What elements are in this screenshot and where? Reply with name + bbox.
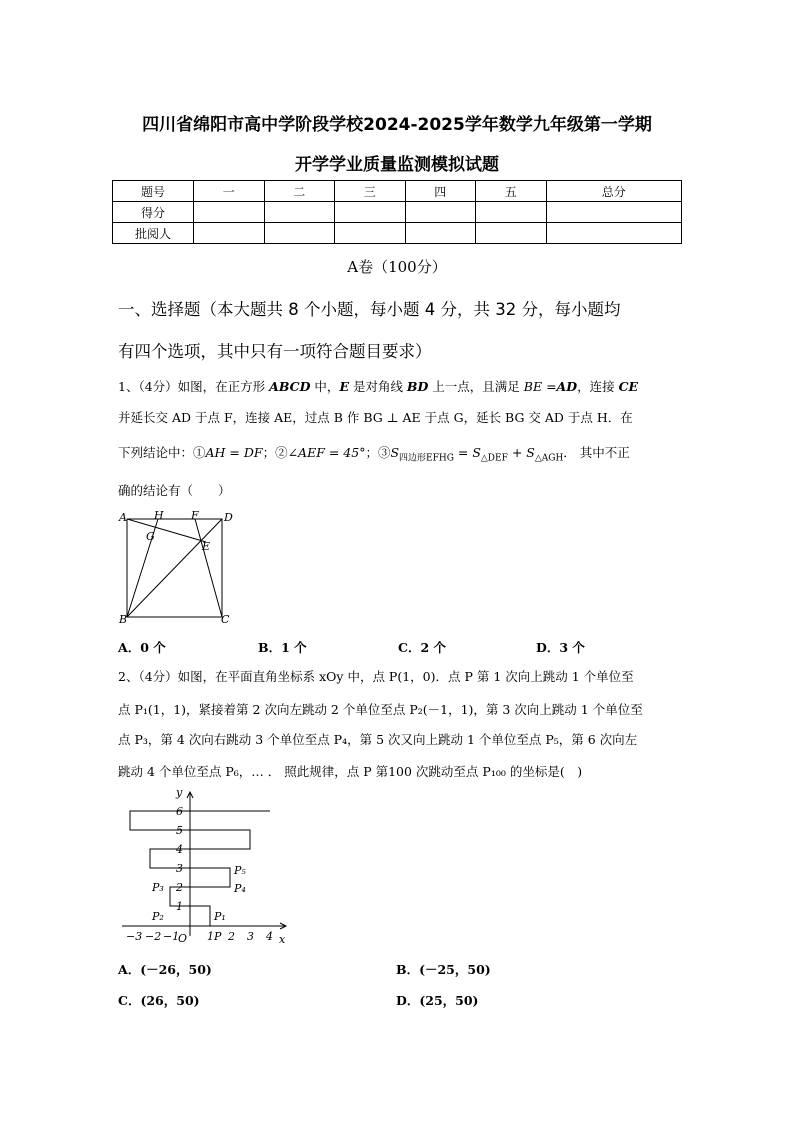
section-1-heading-cont: 有四个选项，其中只有一项符合题目要求） (118, 342, 432, 361)
q1-line-1 (118, 377, 638, 395)
table-cell: 总分 (546, 181, 682, 202)
text: ． 其中不正 (563, 445, 630, 460)
x-tick: −3 (126, 930, 143, 943)
table-cell: 五 (476, 181, 547, 202)
table-cell: 三 (335, 181, 406, 202)
y-tick: 2 (176, 881, 183, 894)
y-tick: 1 (176, 900, 183, 913)
table-cell (335, 202, 406, 223)
q1-line-3 (118, 443, 630, 464)
q1-line-4: 确的结论有（ ） (118, 483, 231, 498)
text: 上一点，且满足 (428, 379, 524, 394)
text: = (542, 379, 557, 394)
text: ；② (262, 445, 288, 460)
table-cell (264, 202, 335, 223)
q2-coordinate-graph (116, 786, 296, 948)
math-text: ∠AEF = 45° (287, 445, 366, 460)
label-H: H (154, 509, 164, 522)
text: 下列结论中：① (118, 445, 206, 460)
q1-number: 1、（4分）如图，在正方形 (118, 379, 266, 394)
x-axis-label: x (279, 933, 286, 946)
q2-option-c[interactable]: C．(26，50) (118, 993, 200, 1008)
table-cell (546, 202, 682, 223)
math-text: CE (618, 379, 639, 394)
table-cell: 一 (194, 181, 265, 202)
text: 中， (310, 379, 340, 394)
x-tick: 1 (207, 930, 214, 943)
label-B: B (119, 613, 128, 626)
x-tick: −2 (145, 930, 162, 943)
x-tick: P (214, 930, 222, 943)
x-tick: 4 (266, 930, 273, 943)
point-label-p3: P₃ (152, 881, 164, 894)
subscript: △DEF (480, 453, 508, 464)
x-tick: −1 (163, 930, 180, 943)
math-text: S (390, 445, 400, 460)
q1-square-figure (116, 505, 241, 630)
q2-line-4: 跳动 4 个单位至点 P₆，… ． 照此规律，点 P 第100 次跳动至点 P₁₀₀ 的坐标是( ) (118, 764, 583, 779)
table-cell: 批阅人 (113, 223, 194, 244)
title-line-2: 开学学业质量监测模拟试题 (295, 155, 499, 175)
q2-option-d[interactable]: D．(25，50) (396, 993, 479, 1008)
math-text: AD (556, 379, 578, 394)
q2-line-2: 点 P₁(1，1)，紧接着第 2 次向左跳动 2 个单位至点 P₂(－1，1)，第 3 次向上跳动 1 个单位至 (118, 702, 643, 717)
point-label-p2: P₂ (152, 910, 164, 923)
x-tick: O (178, 932, 188, 945)
math-text: = S (453, 445, 481, 460)
math-text: BE (523, 379, 543, 394)
label-A: A (119, 511, 127, 524)
point-label-p1: P₁ (214, 910, 226, 923)
table-cell (335, 223, 406, 244)
q2-option-a[interactable]: A．(－26，50) (118, 962, 212, 977)
table-cell (405, 202, 476, 223)
title-line-1: 四川省绵阳市高中学阶段学校2024-2025学年数学九年级第一学期 (142, 115, 652, 135)
subscript: 四边形EFHG (399, 453, 454, 464)
label-D: D (224, 511, 233, 524)
table-cell (194, 202, 265, 223)
point-label-p5: P₅ (234, 864, 246, 877)
q1-option-d[interactable]: D．3 个 (536, 640, 585, 655)
section-1-heading: 一、选择题（本大题共 8 个小题，每小题 4 分，共 32 分，每小题均 (118, 300, 621, 319)
math-text: + S (507, 445, 535, 460)
table-cell: 得分 (113, 202, 194, 223)
q1-option-a[interactable]: A．0 个 (118, 640, 166, 655)
point-label-p4: P₄ (234, 882, 246, 895)
label-E: E (202, 540, 211, 553)
table-cell: 二 (264, 181, 335, 202)
y-tick: 4 (176, 843, 183, 856)
y-tick: 6 (176, 805, 183, 818)
q1-option-b[interactable]: B．1 个 (258, 640, 307, 655)
label-C: C (221, 613, 230, 626)
y-tick: 3 (176, 862, 183, 875)
table-cell (476, 202, 547, 223)
math-text: E (339, 379, 349, 394)
table-cell (264, 223, 335, 244)
table-row (113, 202, 682, 223)
y-axis-label: y (176, 786, 183, 799)
q1-line-2: 并延长交 AD 于点 F，连接 AE，过点 B 作 BG ⊥ AE 于点 G，延长 BG 交 AD 于点 H．在 (118, 410, 633, 425)
section-a-heading: A卷（100分） (347, 258, 447, 276)
q1-option-c[interactable]: C．2 个 (398, 640, 446, 655)
q2-option-b[interactable]: B．(－25，50) (396, 962, 491, 977)
label-G: G (146, 530, 155, 543)
table-cell (194, 223, 265, 244)
q2-line-3: 点 P₃，第 4 次向右跳动 3 个单位至点 P₄，第 5 次又向上跳动 1 个单位至点 P₅，第 6 次向左 (118, 732, 638, 747)
table-cell: 四 (405, 181, 476, 202)
x-tick: 3 (247, 930, 254, 943)
table-cell (546, 223, 682, 244)
math-text: BD (406, 379, 429, 394)
q2-line-1: 2、（4分）如图，在平面直角坐标系 xOy 中，点 P(1，0)．点 P 第 1 次向上跳动 1 个单位至 (118, 669, 634, 684)
table-cell (405, 223, 476, 244)
math-text: AH = DF (205, 445, 263, 460)
table-row (113, 223, 682, 244)
x-tick: 2 (228, 930, 235, 943)
text: ；③ (365, 445, 391, 460)
score-table (112, 180, 682, 244)
table-cell: 题号 (113, 181, 194, 202)
text: ，连接 (577, 379, 619, 394)
table-cell (476, 223, 547, 244)
y-tick: 5 (176, 824, 183, 837)
table-row (113, 181, 682, 202)
label-F: F (191, 509, 199, 522)
text: 是对角线 (348, 379, 407, 394)
subscript: △AGH (534, 453, 564, 464)
math-text: ABCD (269, 379, 311, 394)
